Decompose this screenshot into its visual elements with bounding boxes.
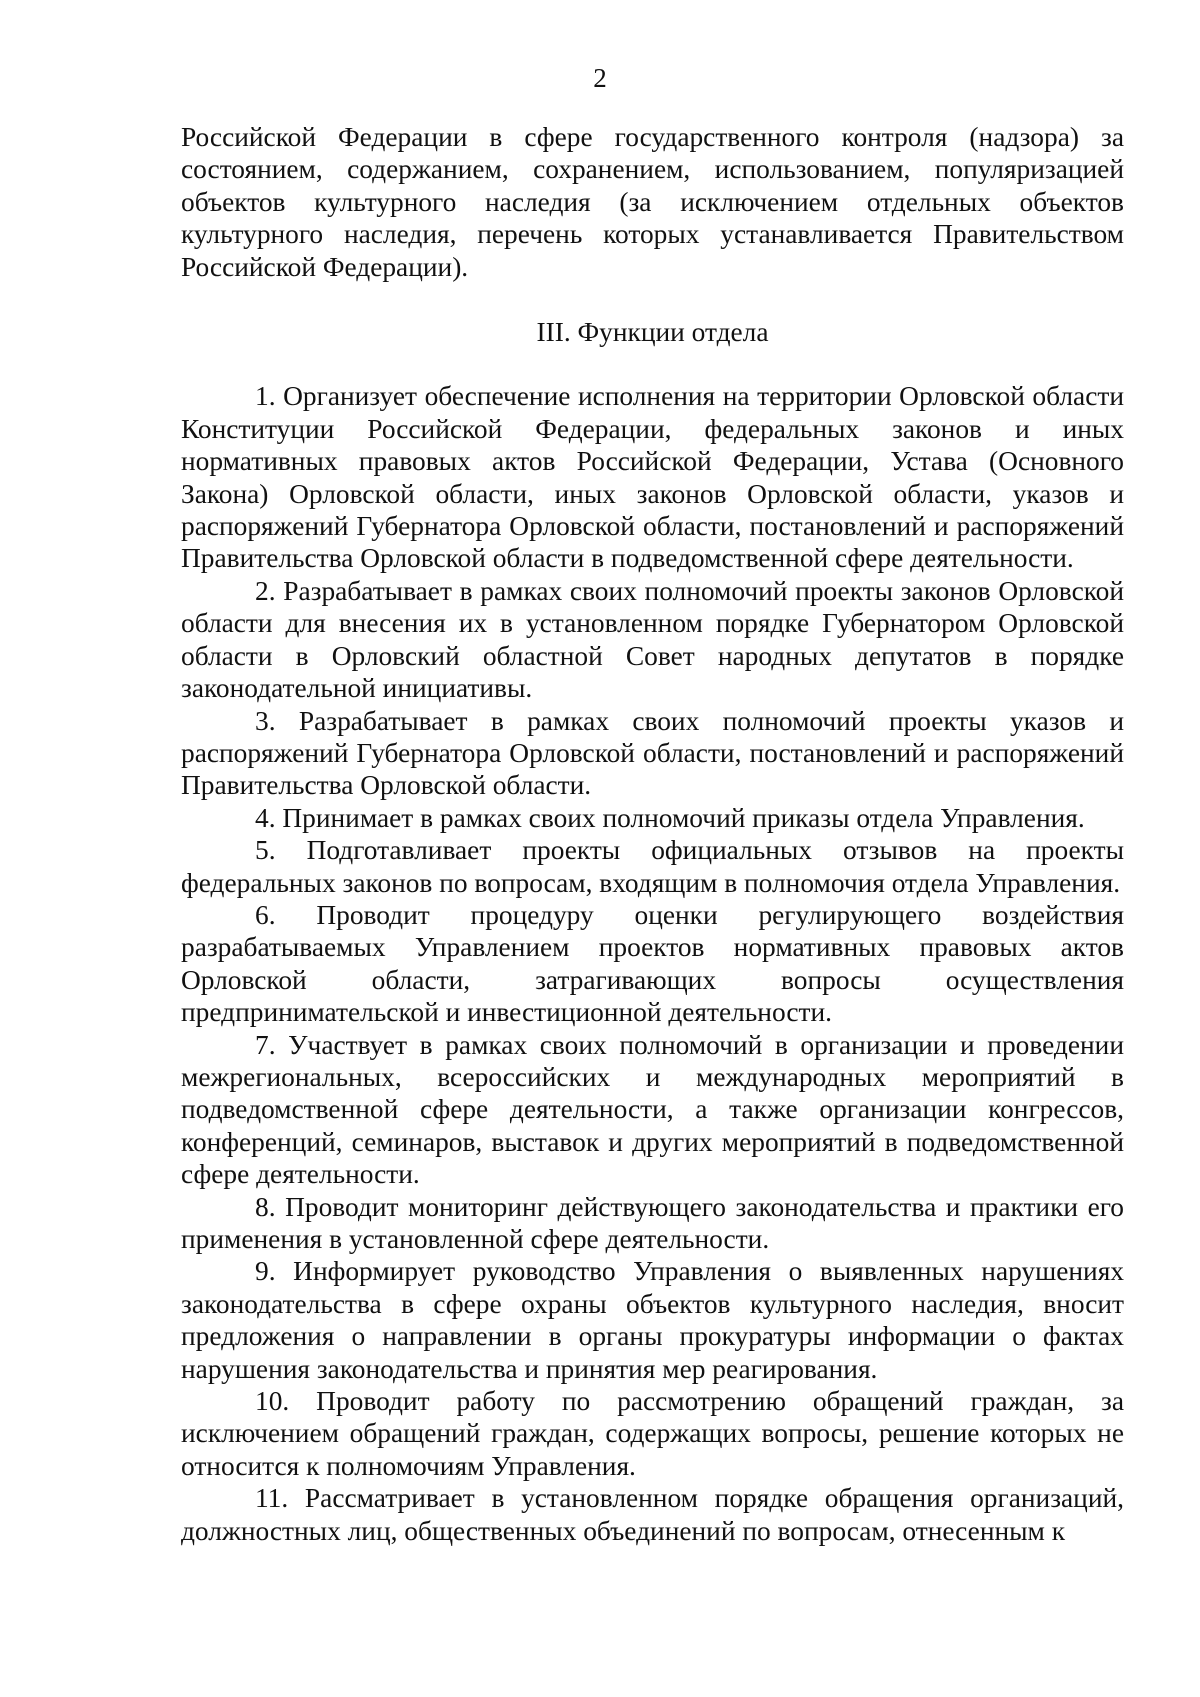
function-item-3: 3. Разрабатывает в рамках своих полномочий проекты указов и распоряжений Губернатора Орловской области, постановлений и распоряжений Правительства Орловской области. [181,705,1124,801]
function-item-6: 6. Проводит процедуру оценки регулирующего воздействия разрабатываемых Управлением проектов нормативных правовых актов Орловской области, затрагивающих вопросы осуществления предпринимательской и инвестиционной деятельности. [181,899,1124,1028]
section-heading: III. Функции отдела [536,317,769,348]
function-item-11: 11. Рассматривает в установленном порядке обращения организаций, должностных лиц, общественных объединений по вопросам, отнесенным к [181,1483,1124,1546]
function-item-5: 5. Подготавливает проекты официальных отзывов на проекты федеральных законов по вопросам, входящим в полномочия отдела Управления. [181,835,1124,898]
function-item-8: 8. Проводит мониторинг действующего законодательства и практики его применения в установленной сфере деятельности. [181,1191,1124,1254]
function-item-4: 4. Принимает в рамках своих полномочий приказы отдела Управления. [255,802,1085,833]
function-item-1: 1. Организует обеспечение исполнения на территории Орловской области Конституции Российской Федерации, федеральных законов и иных нормативных правовых актов Российской Федерации, Устава (Основного Закона) Орловской области, иных законов Орловской области, указов и распоряжений Губернатора Орловской области, постановлений и распоряжений Правительства Орловской области в подведомственной сфере деятельности. [181,381,1124,574]
function-item-10: 10. Проводит работу по рассмотрению обращений граждан, за исключением обращений граждан, содержащих вопросы, решение которых не относится к полномочиям Управления. [181,1386,1124,1481]
function-item-7: 7. Участвует в рамках своих полномочий в организации и проведении межрегиональных, всероссийских и международных мероприятий в подведомственной сфере деятельности, а также организации конгрессов, конференций, семинаров, выставок и других мероприятий в подведомственной сфере деятельности. [181,1029,1124,1190]
document-body [181,121,1124,1547]
function-item-9: 9. Информирует руководство Управления о выявленных нарушениях законодательства в сфере охраны объектов культурного наследия, вносит предложения о направлении в органы прокуратуры информации о фактах нарушения законодательства и принятия мер реагирования. [181,1256,1124,1384]
page-number: 2 [593,63,607,93]
intro-paragraph: Российской Федерации в сфере государственного контроля (надзора) за состоянием, содержанием, сохранением, использованием, популяризацией объектов культурного наследия (за исключением отдельных объектов культурного наследия, перечень которых устанавливается Правительством Российской Федерации). [181,122,1124,282]
function-item-2: 2. Разрабатывает в рамках своих полномочий проекты законов Орловской области для внесения их в установленном порядке Губернатором Орловской области в Орловский областной Совет народных депутатов в порядке законодательной инициативы. [181,575,1124,704]
